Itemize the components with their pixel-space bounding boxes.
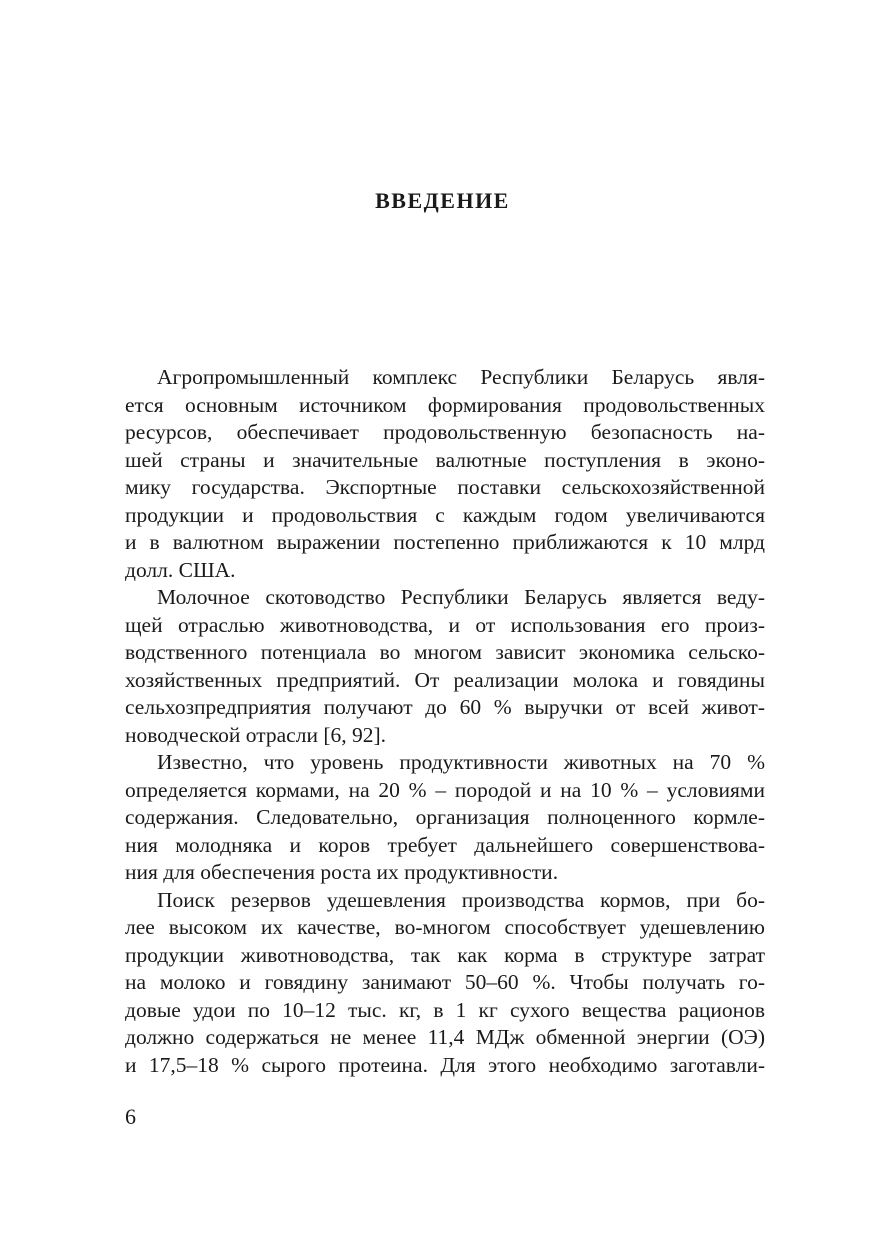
text-line: и в валютном выражении постепенно приближаются к 10 млрд xyxy=(125,530,765,554)
body-text xyxy=(125,364,765,1079)
text-line: определяется кормами, на 20 % – породой и на 10 % – условиями xyxy=(125,777,765,802)
text-line: Агропромышленный комплекс Республики Беларусь явля- xyxy=(157,365,765,389)
text-line: содержания. Следовательно, организация полноценного кормле- xyxy=(125,805,765,829)
text-line: ресурсов, обеспечивает продовольственную безопасность на- xyxy=(125,420,765,444)
text-line: долл. США. xyxy=(125,557,236,582)
text-line: продукции и продовольствия с каждым годом увеличиваются xyxy=(125,502,765,527)
text-line: ния для обеспечения роста их продуктивности. xyxy=(125,860,559,884)
text-line: шей страны и значительные валютные поступления в эконо- xyxy=(125,447,765,472)
paragraph-1 xyxy=(125,364,765,584)
text-line: новодческой отрасли [6, 92]. xyxy=(125,722,387,747)
text-line: Поиск резервов удешевления производства кормов, при бо- xyxy=(157,887,765,912)
text-line: Известно, что уровень продуктивности животных на 70 % xyxy=(157,750,765,774)
text-line: на молоко и говядину занимают 50–60 %. Чтобы получать го- xyxy=(125,970,765,994)
text-line: должно содержаться не менее 11,4 МДж обменной энергии (ОЭ) xyxy=(125,1025,765,1049)
paragraph-2 xyxy=(125,584,765,749)
text-line: довые удои по 10–12 тыс. кг, в 1 кг сухого вещества рационов xyxy=(125,997,765,1022)
text-line: и 17,5–18 % сырого протеина. Для этого необходимо заготавли- xyxy=(125,1052,765,1077)
paragraph-4 xyxy=(125,887,765,1080)
page-number: 6 xyxy=(125,1104,136,1129)
paragraph-3 xyxy=(125,749,765,887)
text-line: хозяйственных предприятий. От реализации молока и говядины xyxy=(125,667,765,692)
text-line: сельхозпредприятия получают до 60 % выручки от всей живот- xyxy=(125,695,765,719)
text-line: ния молодняка и коров требует дальнейшего совершенствова- xyxy=(125,832,765,857)
text-line: продукции животноводства, так как корма в структуре затрат xyxy=(125,942,765,967)
text-line: щей отраслью животноводства, и от использования его произ- xyxy=(125,612,765,637)
text-line: лее высоком их качестве, во-многом способствует удешевлению xyxy=(125,915,765,939)
text-line: водственного потенциала во многом зависит экономика сельско- xyxy=(125,640,765,664)
text-line: ется основным источником формирования продовольственных xyxy=(125,392,765,417)
text-line: мику государства. Экспортные поставки сельскохозяйственной xyxy=(125,475,765,499)
chapter-heading: ВВЕДЕНИЕ xyxy=(375,188,510,213)
text-line: Молочное скотоводство Республики Беларусь является веду- xyxy=(157,585,765,609)
